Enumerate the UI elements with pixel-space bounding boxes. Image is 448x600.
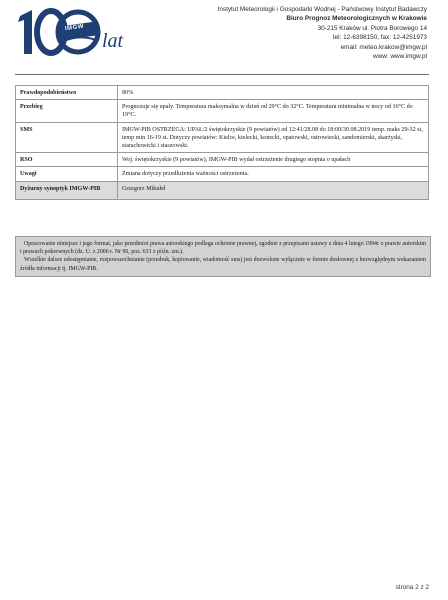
institution-header xyxy=(147,5,427,61)
institute-name: Instytut Meteorologii i Gospodarki Wodnej - Państwowy Instytut Badawczy xyxy=(217,6,427,13)
row-label: Dyżurny synoptyk IMGW-PIB xyxy=(16,181,118,199)
office-name: Biuro Prognoz Meteorologicznych w Krakowie xyxy=(286,15,427,23)
row-value: Prognozuje się upały. Temperatura maksymalna w dzień od 29°C do 32°C. Temperatura minimalna w nocy od 16°C do 19°C. xyxy=(118,100,429,122)
logo-lat-text: lat xyxy=(102,30,124,52)
row-value: Grzegorz Mikułeł xyxy=(118,181,429,199)
table-row xyxy=(16,86,429,100)
table-row xyxy=(16,122,429,153)
table-row xyxy=(16,167,429,181)
table-row-forecaster xyxy=(16,181,429,199)
page-number: strona 2 z 2 xyxy=(395,584,429,591)
row-label: RSO xyxy=(16,153,118,167)
imgw-100-lat-logo xyxy=(14,6,134,58)
copyright-notice xyxy=(15,236,431,277)
row-label: Przebieg xyxy=(16,100,118,122)
row-label: SMS xyxy=(16,122,118,153)
row-value: IMGW-PIB OSTRZEGA: UPAŁ/2 świętokrzyskie (9 powiatów) od 12:41/28.08 do 18:00/30.08.2019 temp. maks 29-32 st, temp min 16-19 st. Dotyczy powiatów: Kielce, kielecki, konecki, opatowski, ostrowiecki, sandomierski, skarżyski, starachowicki i staszowski. xyxy=(118,122,429,153)
row-value: Zmiana dotyczy przedłużenia ważności ostrzeżenia. xyxy=(118,167,429,181)
phone-fax: tel: 12-6398150, fax: 12-4251973 xyxy=(332,34,427,42)
copyright-paragraph: Opracowanie niniejsze i jego format, jako przedmiot prawa autorskiego podlega ochronie prawnej, zgodnie z przepisami ustawy z dnia 4 lutego 1994r o prawie autorskim i prawach pokrewnych (dz. U. z 2006 r. Nr 90, poz. 631 z późn. zm.). xyxy=(20,241,426,256)
website[interactable]: www: www.imgw.pl xyxy=(373,53,427,61)
header-divider xyxy=(15,74,429,75)
table-row xyxy=(16,153,429,167)
logo-badge-text: IMGW xyxy=(64,23,85,33)
row-label: Uwagi xyxy=(16,167,118,181)
row-value: Woj. świętokrzyskie (9 powiatów), IMGW-PIB wydał ostrzeżenie drugiego stopnia o upałach xyxy=(118,153,429,167)
redistribution-paragraph: Wszelkie dalsze udostępnianie, rozpowszechnianie (przedruk, kopiowanie, wiadomość sms) jest dozwolone wyłącznie w formie dosłownej z bezwzględnym wskazaniem źródła informacji tj. IMGW-PIB. xyxy=(20,257,426,272)
warning-details-table xyxy=(15,85,429,200)
table-row xyxy=(16,100,429,122)
row-value: 80% xyxy=(118,86,429,100)
row-label: Prawdopodobieństwo xyxy=(16,86,118,100)
email[interactable]: email: meteo.krakow@imgw.pl xyxy=(340,43,427,51)
address: 30-215 Kraków ul. Piotra Borowego 14 xyxy=(317,24,427,32)
